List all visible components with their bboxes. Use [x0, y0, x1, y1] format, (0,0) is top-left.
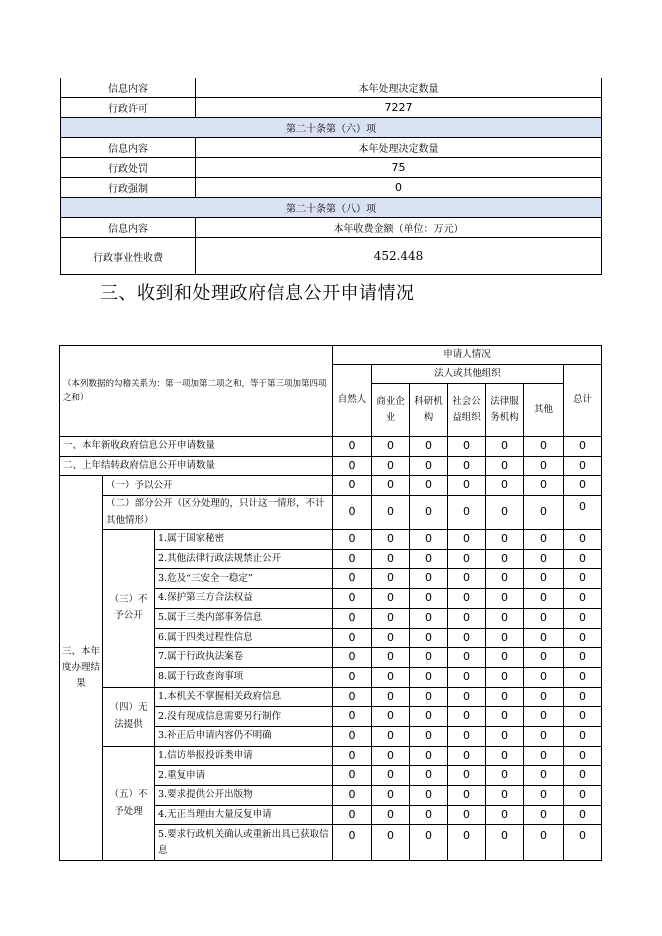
count-cell: 0: [564, 628, 602, 648]
count-cell: 0: [486, 825, 524, 861]
count-cell: 0: [486, 648, 524, 668]
count-cell: 0: [333, 496, 372, 530]
count-cell: 0: [524, 746, 564, 766]
count-cell: 0: [486, 437, 524, 457]
count-cell: 0: [372, 589, 410, 609]
count-cell: 0: [333, 726, 372, 746]
count-cell: 0: [564, 648, 602, 668]
count-cell: 0: [333, 746, 372, 766]
note-cell: （本列数据的勾稽关系为：第一项加第二项之和，等于第三项加第四项之和）: [60, 346, 333, 437]
count-cell: 0: [448, 825, 486, 861]
withhold-item: 6.属于四类过程性信息: [155, 628, 333, 648]
count-cell: 0: [524, 628, 564, 648]
count-cell: 0: [333, 530, 372, 550]
count-cell: 0: [333, 667, 372, 687]
withhold-item: 7.属于行政执法案卷: [155, 648, 333, 668]
count-cell: 0: [486, 456, 524, 476]
count-cell: 0: [564, 569, 602, 589]
count-cell: 0: [410, 707, 448, 727]
count-cell: 0: [486, 496, 524, 530]
count-cell: 0: [486, 786, 524, 806]
count-cell: 0: [564, 437, 602, 457]
count-cell: 0: [524, 707, 564, 727]
fee-value: 452.448: [196, 238, 602, 275]
count-cell: 0: [486, 726, 524, 746]
fee-label: 行政事业性收费: [61, 238, 196, 275]
count-cell: 0: [564, 746, 602, 766]
not-processed-item: 3.要求提供公开出版物: [155, 786, 333, 806]
count-cell: 0: [448, 707, 486, 727]
count-cell: 0: [524, 648, 564, 668]
permit-value: 7227: [196, 98, 602, 118]
count-cell: 0: [372, 746, 410, 766]
count-cell: 0: [486, 549, 524, 569]
count-cell: 0: [564, 496, 602, 530]
count-cell: 0: [333, 766, 372, 786]
count-cell: 0: [524, 687, 564, 707]
band-article-eight: 第二十条第（八）项: [61, 198, 602, 218]
count-cell: 0: [410, 667, 448, 687]
count-cell: 0: [333, 628, 372, 648]
count-cell: 0: [333, 687, 372, 707]
count-cell: 0: [486, 608, 524, 628]
count-cell: 0: [448, 456, 486, 476]
unable-label: （四）无法提供: [103, 687, 155, 746]
count-cell: 0: [524, 476, 564, 496]
count-cell: 0: [486, 667, 524, 687]
results-label: 三、本年度办理结果: [60, 476, 103, 861]
count-cell: 0: [448, 648, 486, 668]
not-processed-item: 4.无正当理由大量反复申请: [155, 805, 333, 825]
count-cell: 0: [333, 569, 372, 589]
count-cell: 0: [333, 549, 372, 569]
withhold-item: 2.其他法律行政法规禁止公开: [155, 549, 333, 569]
count-cell: 0: [372, 569, 410, 589]
count-cell: 0: [564, 786, 602, 806]
row-partial-label: （二）部分公开（区分处理的，只计这一情形，不计其他情形）: [103, 496, 333, 530]
col-natural-person: 自然人: [333, 365, 372, 437]
header-value: 本年处理决定数量: [196, 138, 602, 158]
count-cell: 0: [410, 825, 448, 861]
col-legal-person-group: 法人或其他组织: [372, 365, 564, 384]
count-cell: 0: [448, 569, 486, 589]
count-cell: 0: [524, 766, 564, 786]
count-cell: 0: [372, 496, 410, 530]
count-cell: 0: [410, 608, 448, 628]
administrative-stats-table: [60, 78, 602, 275]
count-cell: 0: [372, 628, 410, 648]
count-cell: 0: [372, 530, 410, 550]
col-research: 科研机构: [410, 384, 448, 437]
permit-label: 行政许可: [61, 98, 196, 118]
count-cell: 0: [372, 786, 410, 806]
count-cell: 0: [486, 766, 524, 786]
count-cell: 0: [564, 667, 602, 687]
unable-item: 2.没有现成信息需要另行制作: [155, 707, 333, 727]
withhold-item: 1.属于国家秘密: [155, 530, 333, 550]
withhold-item: 4.保护第三方合法权益: [155, 589, 333, 609]
penalty-value: 75: [196, 158, 602, 178]
withhold-label: （三）不予公开: [103, 530, 155, 688]
count-cell: 0: [564, 687, 602, 707]
count-cell: 0: [448, 549, 486, 569]
force-value: 0: [196, 178, 602, 198]
count-cell: 0: [448, 628, 486, 648]
count-cell: 0: [564, 766, 602, 786]
count-cell: 0: [372, 476, 410, 496]
section-title: 三、收到和处理政府信息公开申请情况: [100, 283, 415, 304]
count-cell: 0: [564, 726, 602, 746]
header-label: 信息内容: [61, 138, 196, 158]
unable-item: 3.补正后申请内容仍不明确: [155, 726, 333, 746]
count-cell: 0: [448, 746, 486, 766]
col-social: 社会公益组织: [448, 384, 486, 437]
count-cell: 0: [410, 628, 448, 648]
count-cell: 0: [410, 456, 448, 476]
count-cell: 0: [410, 549, 448, 569]
count-cell: 0: [372, 726, 410, 746]
count-cell: 0: [448, 496, 486, 530]
count-cell: 0: [486, 589, 524, 609]
count-cell: 0: [524, 569, 564, 589]
count-cell: 0: [448, 530, 486, 550]
count-cell: 0: [333, 437, 372, 457]
count-cell: 0: [524, 589, 564, 609]
header-label: 信息内容: [61, 78, 196, 98]
count-cell: 0: [333, 608, 372, 628]
row-new-label: 一、本年新收政府信息公开申请数量: [60, 437, 333, 457]
count-cell: 0: [333, 589, 372, 609]
count-cell: 0: [524, 825, 564, 861]
count-cell: 0: [410, 726, 448, 746]
count-cell: 0: [333, 648, 372, 668]
count-cell: 0: [486, 569, 524, 589]
count-cell: 0: [372, 456, 410, 476]
count-cell: 0: [333, 476, 372, 496]
count-cell: 0: [410, 437, 448, 457]
count-cell: 0: [333, 707, 372, 727]
count-cell: 0: [486, 805, 524, 825]
header-label: 信息内容: [61, 218, 196, 238]
count-cell: 0: [448, 766, 486, 786]
count-cell: 0: [524, 496, 564, 530]
count-cell: 0: [448, 786, 486, 806]
withhold-item: 5.属于三类内部事务信息: [155, 608, 333, 628]
count-cell: 0: [486, 687, 524, 707]
count-cell: 0: [333, 805, 372, 825]
count-cell: 0: [486, 476, 524, 496]
count-cell: 0: [372, 667, 410, 687]
not-processed-item: 1.信访举报投诉类申请: [155, 746, 333, 766]
count-cell: 0: [524, 608, 564, 628]
count-cell: 0: [448, 608, 486, 628]
count-cell: 0: [410, 687, 448, 707]
count-cell: 0: [372, 825, 410, 861]
count-cell: 0: [524, 726, 564, 746]
count-cell: 0: [564, 549, 602, 569]
count-cell: 0: [524, 530, 564, 550]
count-cell: 0: [372, 766, 410, 786]
count-cell: 0: [524, 549, 564, 569]
application-stats-table: [59, 345, 602, 861]
count-cell: 0: [524, 805, 564, 825]
count-cell: 0: [564, 476, 602, 496]
count-cell: 0: [372, 805, 410, 825]
unable-item: 1.本机关不掌握相关政府信息: [155, 687, 333, 707]
applicant-header: 申请人情况: [333, 346, 602, 365]
count-cell: 0: [372, 648, 410, 668]
count-cell: 0: [486, 746, 524, 766]
col-total: 总计: [564, 365, 602, 437]
force-label: 行政强制: [61, 178, 196, 198]
count-cell: 0: [410, 530, 448, 550]
row-disclose-label: （一）予以公开: [103, 476, 333, 496]
count-cell: 0: [333, 825, 372, 861]
count-cell: 0: [372, 687, 410, 707]
not-processed-item: 5.要求行政机关确认或重新出具已获取信息: [155, 825, 333, 861]
count-cell: 0: [524, 437, 564, 457]
count-cell: 0: [564, 589, 602, 609]
penalty-label: 行政处罚: [61, 158, 196, 178]
withhold-item: 3.危及“三安全一稳定”: [155, 569, 333, 589]
count-cell: 0: [410, 589, 448, 609]
row-carry-label: 二、上年结转政府信息公开申请数量: [60, 456, 333, 476]
count-cell: 0: [333, 786, 372, 806]
count-cell: 0: [372, 608, 410, 628]
header-value: 本年收费金额（单位：万元）: [196, 218, 602, 238]
col-commercial: 商业企业: [372, 384, 410, 437]
count-cell: 0: [448, 667, 486, 687]
withhold-item: 8.属于行政查询事项: [155, 667, 333, 687]
count-cell: 0: [564, 707, 602, 727]
count-cell: 0: [372, 549, 410, 569]
count-cell: 0: [410, 648, 448, 668]
count-cell: 0: [564, 608, 602, 628]
count-cell: 0: [410, 476, 448, 496]
count-cell: 0: [486, 628, 524, 648]
count-cell: 0: [448, 589, 486, 609]
count-cell: 0: [372, 437, 410, 457]
count-cell: 0: [333, 456, 372, 476]
count-cell: 0: [410, 766, 448, 786]
count-cell: 0: [410, 786, 448, 806]
count-cell: 0: [564, 530, 602, 550]
count-cell: 0: [486, 707, 524, 727]
count-cell: 0: [410, 805, 448, 825]
count-cell: 0: [448, 726, 486, 746]
count-cell: 0: [524, 786, 564, 806]
count-cell: 0: [486, 530, 524, 550]
count-cell: 0: [372, 707, 410, 727]
count-cell: 0: [524, 456, 564, 476]
count-cell: 0: [410, 496, 448, 530]
col-legal-service: 法律服务机构: [486, 384, 524, 437]
not-processed-label: （五）不予处理: [103, 746, 155, 861]
col-other: 其他: [524, 384, 564, 437]
count-cell: 0: [564, 825, 602, 861]
not-processed-item: 2.重复申请: [155, 766, 333, 786]
count-cell: 0: [524, 667, 564, 687]
count-cell: 0: [448, 476, 486, 496]
header-value: 本年处理决定数量: [196, 78, 602, 98]
band-article-six: 第二十条第（六）项: [61, 118, 602, 138]
count-cell: 0: [448, 805, 486, 825]
count-cell: 0: [410, 569, 448, 589]
count-cell: 0: [564, 456, 602, 476]
count-cell: 0: [410, 746, 448, 766]
count-cell: 0: [564, 805, 602, 825]
count-cell: 0: [448, 687, 486, 707]
count-cell: 0: [448, 437, 486, 457]
